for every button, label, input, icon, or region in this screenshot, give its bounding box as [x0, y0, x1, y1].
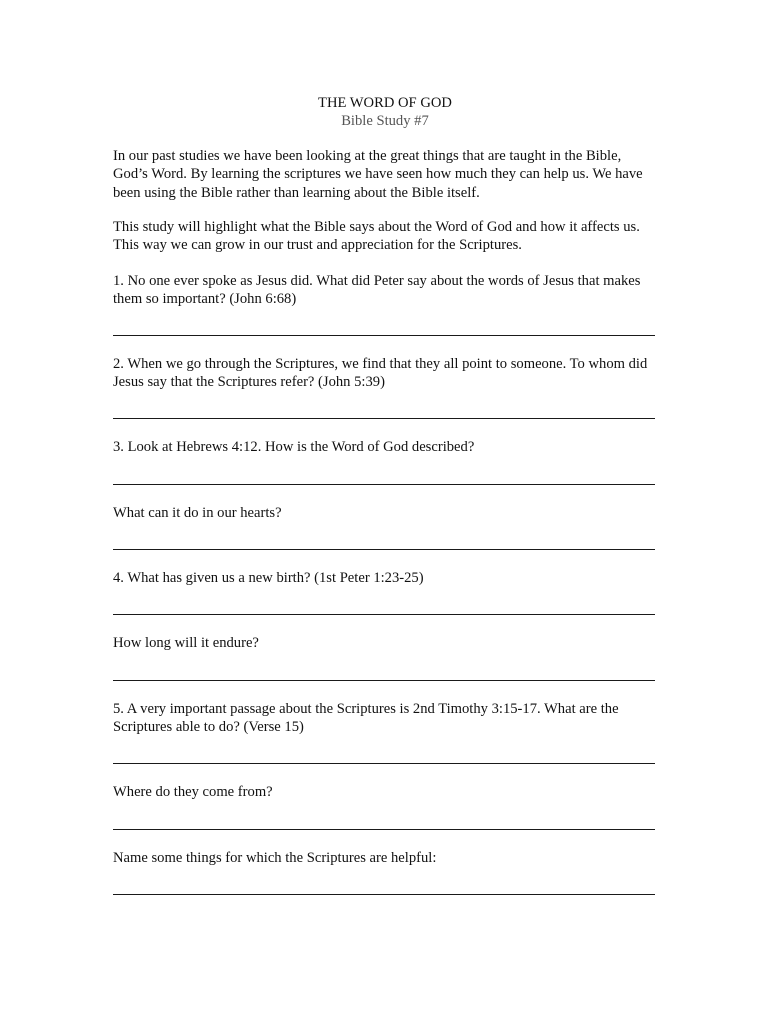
question-5b: Where do they come from? [113, 784, 273, 800]
question-5: 5. A very important passage about the Scriptures is 2nd Timothy 3:15-17. What are the Scriptures able to do? (Verse 15) [113, 701, 619, 736]
question-2: 2. When we go through the Scriptures, we find that they all point to someone. To whom did Jesus say that the Scriptures refer? (John 5:39) [113, 356, 648, 391]
question-3: 3. Look at Hebrews 4:12. How is the Word of God described? [113, 439, 475, 455]
answer-line-5c[interactable] [113, 894, 655, 895]
answer-line-4[interactable] [113, 614, 655, 615]
document-subtitle: Bible Study #7 [341, 113, 429, 129]
answer-line-5[interactable] [113, 763, 655, 764]
answer-line-2[interactable] [113, 418, 655, 419]
answer-line-1[interactable] [113, 335, 655, 336]
answer-line-3[interactable] [113, 484, 655, 485]
document-title: THE WORD OF GOD [318, 95, 452, 111]
question-4b: How long will it endure? [113, 635, 259, 651]
intro-paragraph-1: In our past studies we have been looking at the great things that are taught in the Bible, God’s Word. By learning the scriptures we have seen how much they can help us. We have been using the Bible rather than learning about the Bible itself. [113, 148, 643, 201]
question-3b: What can it do in our hearts? [113, 505, 282, 521]
answer-line-5b[interactable] [113, 829, 655, 830]
question-4: 4. What has given us a new birth? (1st Peter 1:23-25) [113, 570, 424, 586]
intro-paragraph-2: This study will highlight what the Bible says about the Word of God and how it affects us. This way we can grow in our trust and appreciation for the Scriptures. [113, 219, 640, 254]
question-1: 1. No one ever spoke as Jesus did. What did Peter say about the words of Jesus that makes them so important? (John 6:68) [113, 273, 641, 308]
question-5c: Name some things for which the Scriptures are helpful: [113, 850, 437, 866]
answer-line-3b[interactable] [113, 549, 655, 550]
answer-line-4b[interactable] [113, 680, 655, 681]
